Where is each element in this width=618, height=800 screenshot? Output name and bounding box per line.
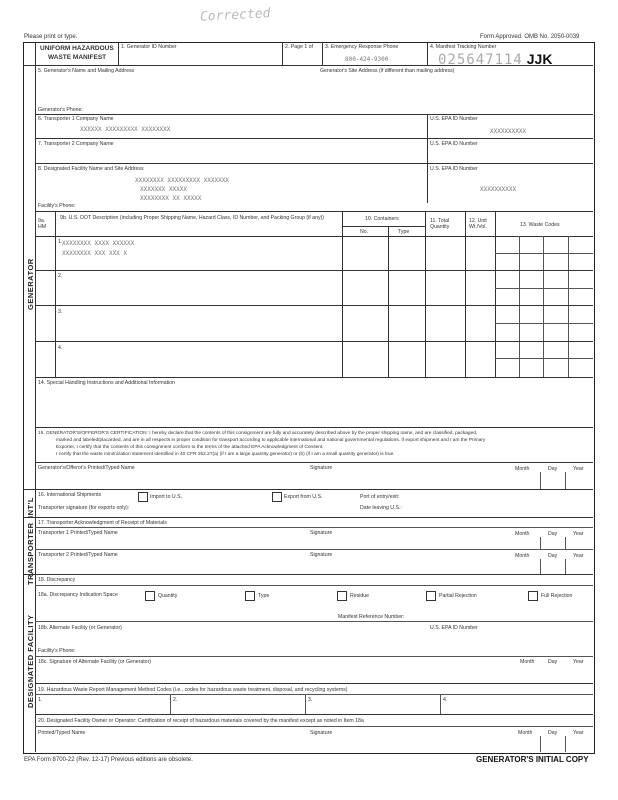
import-checkbox[interactable] (138, 492, 148, 502)
discrepancy-label: 18. Discrepancy (38, 577, 76, 583)
facility-address-1: XXXXXXX XXXXX (140, 186, 187, 193)
row-1-description: XXXXXXXX XXXX XXXXXX (62, 240, 135, 247)
generator-id-label: 1. Generator ID Number (121, 44, 177, 50)
owner-signature-label: Signature (310, 730, 333, 736)
residue-label: Residue (350, 593, 370, 599)
row-2-num: 2. (58, 273, 63, 279)
transporter2-name-label: 7. Transporter 2 Company Name (38, 141, 114, 147)
col-dot-description: 9b. U.S. DOT Description (including Proper Shipping Name, Hazard Class, ID Number, and Packing Group (if any)) (60, 215, 325, 221)
facility-name-label: 8. Designated Facility Name and Site Address (38, 166, 144, 172)
transporter-sig-label: Transporter signature (for exports only): (38, 505, 130, 511)
generator-month: Month (515, 466, 530, 472)
tracking-label: 4. Manifest Tracking Number (430, 44, 497, 50)
import-label: Import to U.S. (150, 494, 182, 500)
facility-address-2: XXXXXXXX XX XXXXX (140, 195, 202, 202)
cert-line-3: Exporter, I certify that the contents of this consignment conform to the terms of the attached EPA Acknowledgment of Consent. (56, 445, 324, 450)
type-label: Type (258, 593, 270, 599)
page-of-label: 2. Page 1 of (285, 44, 313, 50)
col-hm: 9a. HM (38, 218, 47, 230)
alt-month: Month (520, 659, 535, 665)
intl-shipments-label: 16. International Shipments (38, 492, 102, 498)
alt-day: Day (548, 659, 558, 665)
cert-line-2: marked and labeled/placarded, and are in all respects in proper condition for transport according to applicable international and national governmental regulations. If export shipment and I am the Primary (56, 438, 486, 443)
t2-month: Month (515, 553, 530, 559)
facility-name-value: XXXXXXXX XXXXXXXXX XXXXXXX (135, 177, 229, 184)
generator-site-label: Generator's Site Address (if different than mailing address) (320, 68, 455, 74)
t1-name-label: Transporter 1 Printed/Typed Name (38, 530, 118, 536)
col-containers: 10. Containers (365, 216, 399, 222)
generator-year: Year (573, 466, 584, 472)
col-unit: 12. Unit Wt./Vol. (469, 218, 487, 230)
quantity-checkbox[interactable] (145, 591, 155, 601)
t1-year: Year (573, 531, 584, 537)
mrn-label: Manifest Reference Number: (338, 614, 405, 620)
partial-label: Partial Rejection (439, 593, 477, 599)
transporter-side-label: TRANSPORTER (26, 522, 35, 585)
intl-side-label: INT'L (26, 497, 35, 518)
facility-side-label: DESIGNATED FACILITY (26, 614, 35, 708)
date-leaving-label: Date leaving U.S.: (360, 505, 402, 511)
method-codes-label: 19. Hazardous Waste Report Management Method Codes (i.e., codes for hazardous waste treatment, disposal, and recycling systems) (38, 687, 348, 693)
owner-month: Month (518, 730, 533, 736)
owner-day: Day (548, 730, 558, 736)
tracking-suffix: JJK (526, 51, 553, 67)
special-handling-label: 14. Special Handling Instructions and Additional Information (38, 380, 175, 386)
port-label: Port of entry/exit: (360, 494, 400, 500)
code-4: 4. (443, 697, 448, 703)
cert-line-1: 15. GENERATOR'S/OFFEROR'S CERTIFICATION: I hereby declare that the contents of this consignment are fully and accurately described above by the proper shipping name, and are classified, packaged, (38, 431, 478, 436)
footer-form-id: EPA Form 8700-22 (Rev. 12-17) Previous editions are obsolete. (24, 757, 193, 763)
export-label: Export from U.S. (284, 494, 323, 500)
tracking-number (438, 51, 552, 68)
residue-checkbox[interactable] (337, 591, 347, 601)
transporter-ack-label: 17. Transporter Acknowledgment of Receipt of Materials (38, 520, 167, 526)
col-containers-type: Type (398, 229, 410, 235)
type-checkbox[interactable] (245, 591, 255, 601)
generator-signature-label: Signature (310, 465, 333, 471)
t2-year: Year (573, 553, 584, 559)
alt-facility-id-label: U.S. EPA ID Number (430, 625, 478, 631)
alt-facility-label: 18b. Alternate Facility (or Generator) (38, 625, 122, 631)
col-total-quantity: 11. Total Quantity (430, 218, 450, 230)
row-1-num: 1. (58, 239, 63, 245)
generator-name-label: 5. Generator's Name and Mailing Address (38, 68, 135, 74)
owner-cert-label: 20. Designated Facility Owner or Operator: Certification of receipt of hazardous materials covered by the manifest except as noted in Item 18a (38, 718, 364, 724)
quantity-label: Quantity (158, 593, 178, 599)
discrepancy-space-label: 18a. Discrepancy Indication Space (38, 592, 118, 598)
transporter1-id-value: XXXXXXXXXX (490, 128, 527, 135)
transporter1-id-label: U.S. EPA ID Number (430, 116, 478, 122)
code-3: 3. (308, 697, 313, 703)
row-1-description-2: XXXXXXXX XXX XXX X (62, 250, 128, 257)
facility-phone-label: Facility's Phone: (38, 203, 76, 209)
emergency-phone-label: 3. Emergency Response Phone (325, 44, 399, 50)
transporter2-id-label: U.S. EPA ID Number (430, 141, 478, 147)
code-1: 1. (38, 697, 43, 703)
facility-id-value: XXXXXXXXXX (480, 186, 517, 193)
t2-day: Day (548, 553, 558, 559)
full-checkbox[interactable] (528, 591, 538, 601)
alt-facility-phone: Facility's Phone: (38, 648, 76, 654)
footer-copy: GENERATOR'S INITIAL COPY (476, 755, 589, 764)
col-waste-codes: 13. Waste Codes (520, 222, 560, 228)
emergency-phone-value: 800-424-9300 (345, 56, 389, 63)
transporter1-name-value: XXXXXX XXXXXXXXX XXXXXXXX (80, 126, 171, 133)
manifest-frame (23, 42, 595, 754)
generator-phone-label: Generator's Phone: (38, 107, 83, 113)
t1-day: Day (548, 531, 558, 537)
t1-signature-label: Signature (310, 530, 333, 536)
code-2: 2. (173, 697, 178, 703)
tracking-digits: 025647114 (438, 52, 523, 68)
row-4-num: 4. (58, 345, 63, 351)
manifest-title-2: WASTE MANIFEST (48, 54, 107, 61)
owner-printed-label: Printed/Typed Name (38, 730, 86, 736)
print-note: Please print or type. (24, 34, 78, 40)
t2-name-label: Transporter 2 Printed/Typed Name (38, 552, 118, 558)
facility-id-label: U.S. EPA ID Number (430, 166, 478, 172)
generator-day: Day (548, 466, 558, 472)
export-checkbox[interactable] (272, 492, 282, 502)
t1-month: Month (515, 531, 530, 537)
alt-signature-label: 18c. Signature of Alternate Facility (or Generator) (38, 659, 152, 665)
row-3-num: 3. (58, 309, 63, 315)
generator-signer-label: Generator's/Offeror's Printed/Typed Name (38, 465, 135, 471)
handwritten-note: Corrected (199, 6, 271, 25)
owner-year: Year (573, 730, 584, 736)
alt-year: Year (573, 659, 584, 665)
t2-signature-label: Signature (310, 552, 333, 558)
full-label: Full Rejection (541, 593, 573, 599)
omb-number: Form Approved. OMB No. 2050-0039 (480, 34, 580, 40)
manifest-title: UNIFORM HAZARDOUS (40, 45, 114, 52)
partial-checkbox[interactable] (426, 591, 436, 601)
cert-line-4: I certify that the waste minimization statement identified in 40 CFR 262.27(a) (if I am a large quantity generator) or (b) (if I am a small quantity generator) is true. (56, 452, 395, 457)
transporter1-name-label: 6. Transporter 1 Company Name (38, 116, 114, 122)
col-containers-no: No. (360, 229, 369, 235)
generator-side-label: GENERATOR (26, 258, 35, 310)
